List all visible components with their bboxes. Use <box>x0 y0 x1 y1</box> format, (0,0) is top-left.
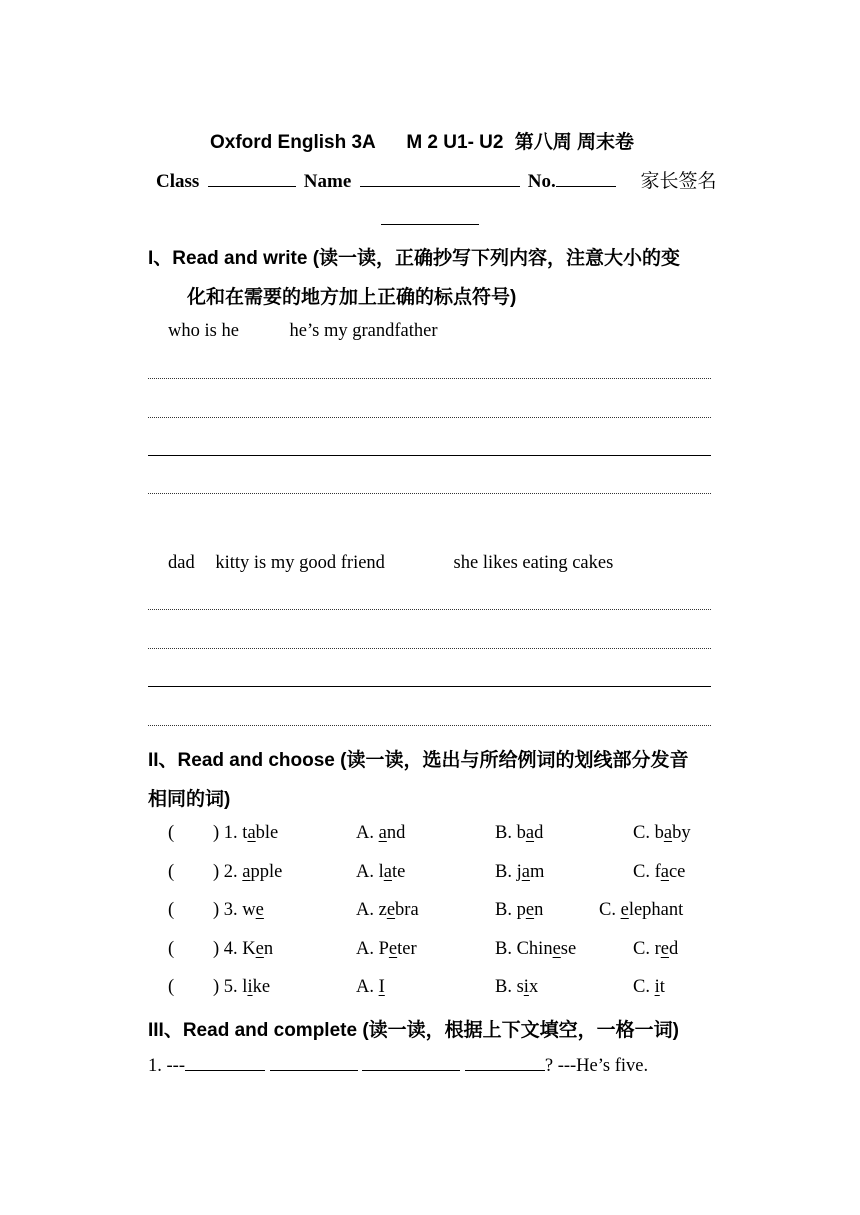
writing-line-dotted[interactable] <box>148 648 711 649</box>
option-a-part: te <box>391 862 406 882</box>
option-a-underlined: a <box>378 823 387 843</box>
question-number: ) 4. <box>213 939 243 959</box>
name-blank[interactable] <box>360 170 520 187</box>
option-b-underlined: i <box>523 977 529 997</box>
option-c-part: lephant <box>628 900 684 920</box>
word-part: l <box>242 977 248 997</box>
prompt-grandfather: he’s my grandfather <box>289 321 438 341</box>
option-c-part: t <box>659 977 665 997</box>
question-number: ) 1. <box>213 823 243 843</box>
writing-line-dotted[interactable] <box>148 725 711 726</box>
option-c-part: by <box>672 823 691 843</box>
name-label: Name <box>303 171 352 192</box>
title-units: M 2 U1- U2 <box>406 132 504 153</box>
option-b-underlined: e <box>552 939 561 959</box>
section1-heading-line2: 化和在需要的地方加上正确的标点符号) <box>187 287 517 308</box>
answer-bracket[interactable] <box>168 862 174 883</box>
option-c-part: ce <box>668 862 686 882</box>
word-underlined-part: a <box>242 862 251 882</box>
section2-heading-line1: II、Read and choose (读一读，选出与所给例词的划线部分发音 <box>148 750 689 771</box>
option-b-part: se <box>560 939 577 959</box>
option-c-underlined: a <box>660 862 669 882</box>
option-b-underlined: a <box>525 823 535 843</box>
option-a-part: bra <box>395 900 419 920</box>
option-a-part: A. P <box>356 939 389 959</box>
section2-heading <box>148 745 688 772</box>
answer-paren-open: ( <box>168 977 175 997</box>
example-word <box>213 939 273 960</box>
option-c-part: C. <box>633 977 655 997</box>
class-label: Class <box>156 171 200 192</box>
fill-blank[interactable] <box>465 1054 545 1071</box>
word-part: t <box>242 823 248 843</box>
copy-prompt-1 <box>168 321 438 342</box>
writing-line-dotted[interactable] <box>148 609 711 610</box>
answer-paren-open: ( <box>168 862 175 882</box>
q1-number: 1. --- <box>148 1056 185 1076</box>
writing-line-dotted[interactable] <box>148 493 711 494</box>
writing-line-solid[interactable] <box>148 686 711 687</box>
word-part: w <box>242 900 256 920</box>
option-b-part: B. p <box>495 900 526 920</box>
section2-heading-line2: 相同的词) <box>148 789 231 810</box>
title-week: 第八周 周末卷 <box>514 132 635 153</box>
option-a-part: A. l <box>356 862 384 882</box>
option-c-part: C. r <box>633 939 661 959</box>
option-b-underlined: a <box>521 862 530 882</box>
option-a-part: A. z <box>356 900 387 920</box>
option-c <box>633 823 691 844</box>
option-b-part: B. j <box>495 862 522 882</box>
answer-paren-open: ( <box>168 939 175 959</box>
option-c-part: d <box>668 939 679 959</box>
answer-bracket[interactable] <box>168 823 174 844</box>
class-blank[interactable] <box>208 170 296 187</box>
option-c-part: C. <box>599 900 621 920</box>
word-part: ke <box>252 977 271 997</box>
answer-bracket[interactable] <box>168 977 174 998</box>
fill-blank[interactable] <box>270 1054 358 1071</box>
option-b <box>495 939 576 960</box>
word-part: n <box>263 939 274 959</box>
example-word <box>213 900 264 921</box>
example-word <box>213 823 278 844</box>
option-a-underlined: e <box>388 939 398 959</box>
option-c <box>633 977 665 998</box>
option-b <box>495 900 543 921</box>
section1-heading-line1: I、Read and write (读一读，正确抄写下列内容，注意大小的变 <box>148 248 681 269</box>
example-word <box>213 977 270 998</box>
question-number: ) 3. <box>213 900 243 920</box>
option-c-part: C. f <box>633 862 661 882</box>
answer-paren-open: ( <box>168 823 175 843</box>
option-c-underlined: e <box>620 900 629 920</box>
word-part: pple <box>250 862 283 882</box>
option-c <box>599 900 683 921</box>
student-info-line <box>156 166 717 193</box>
option-a-part: A. <box>356 977 379 997</box>
section1-heading <box>148 243 680 270</box>
section3-heading-text: III、Read and complete (读一读，根据上下文填空，一格一词) <box>148 1020 679 1041</box>
option-b <box>495 977 538 998</box>
option-a-underlined: a <box>383 862 392 882</box>
answer-paren-open: ( <box>168 900 175 920</box>
q1-question-mark: ? <box>544 1056 554 1076</box>
option-b-part: m <box>529 862 545 882</box>
page-title <box>210 127 634 154</box>
complete-question-1 <box>148 1054 648 1077</box>
title-course: Oxford English 3A <box>210 132 376 153</box>
option-a <box>356 900 419 921</box>
option-c-underlined: e <box>660 939 669 959</box>
option-a <box>356 862 405 883</box>
prompt-who-is-he: who is he <box>168 321 239 341</box>
prompt-cakes: she likes eating cakes <box>453 553 614 573</box>
parent-sign-blank[interactable] <box>381 224 479 225</box>
option-b-part: n <box>534 900 544 920</box>
option-c-part: C. b <box>633 823 664 843</box>
prompt-kitty: kitty is my good friend <box>215 553 385 573</box>
option-c <box>633 939 678 960</box>
writing-line-dotted[interactable] <box>148 378 711 379</box>
section1-heading-cont <box>187 282 516 309</box>
option-a <box>356 939 417 960</box>
option-b <box>495 862 544 883</box>
writing-line-solid[interactable] <box>148 455 711 456</box>
parent-sign-label: 家长签名 <box>640 171 717 192</box>
word-underlined-part: i <box>247 977 253 997</box>
option-c-underlined: i <box>654 977 660 997</box>
q1-answer: ---He’s five. <box>553 1056 649 1076</box>
prompt-dad: dad <box>168 553 195 573</box>
no-label: No. <box>527 171 556 192</box>
example-word <box>213 862 282 883</box>
answer-bracket[interactable] <box>168 900 174 921</box>
question-number: ) 5. <box>213 977 243 997</box>
option-b <box>495 823 543 844</box>
option-c <box>633 862 685 883</box>
copy-prompt-2 <box>168 553 613 574</box>
option-a <box>356 977 385 998</box>
option-b-part: d <box>534 823 544 843</box>
option-b-part: x <box>528 977 539 997</box>
option-b-underlined: e <box>525 900 535 920</box>
fill-blank[interactable] <box>362 1054 460 1071</box>
word-part: K <box>242 939 256 959</box>
option-b-part: B. Chin <box>495 939 553 959</box>
option-c-underlined: a <box>663 823 673 843</box>
answer-bracket[interactable] <box>168 939 174 960</box>
option-a-part: ter <box>397 939 417 959</box>
option-a-underlined: I <box>378 977 385 997</box>
no-blank[interactable] <box>556 170 616 187</box>
writing-line-dotted[interactable] <box>148 417 711 418</box>
fill-blank[interactable] <box>185 1054 265 1071</box>
word-part: ble <box>255 823 279 843</box>
option-b-part: B. b <box>495 823 526 843</box>
question-number: ) 2. <box>213 862 243 882</box>
word-underlined-part: a <box>247 823 256 843</box>
option-a <box>356 823 405 844</box>
option-a-part: A. <box>356 823 379 843</box>
option-a-part: nd <box>386 823 406 843</box>
section3-heading <box>148 1015 679 1042</box>
option-a-underlined: e <box>386 900 396 920</box>
section2-heading-cont <box>148 784 230 811</box>
word-underlined-part: e <box>255 900 264 920</box>
word-underlined-part: e <box>255 939 264 959</box>
option-b-part: B. s <box>495 977 524 997</box>
